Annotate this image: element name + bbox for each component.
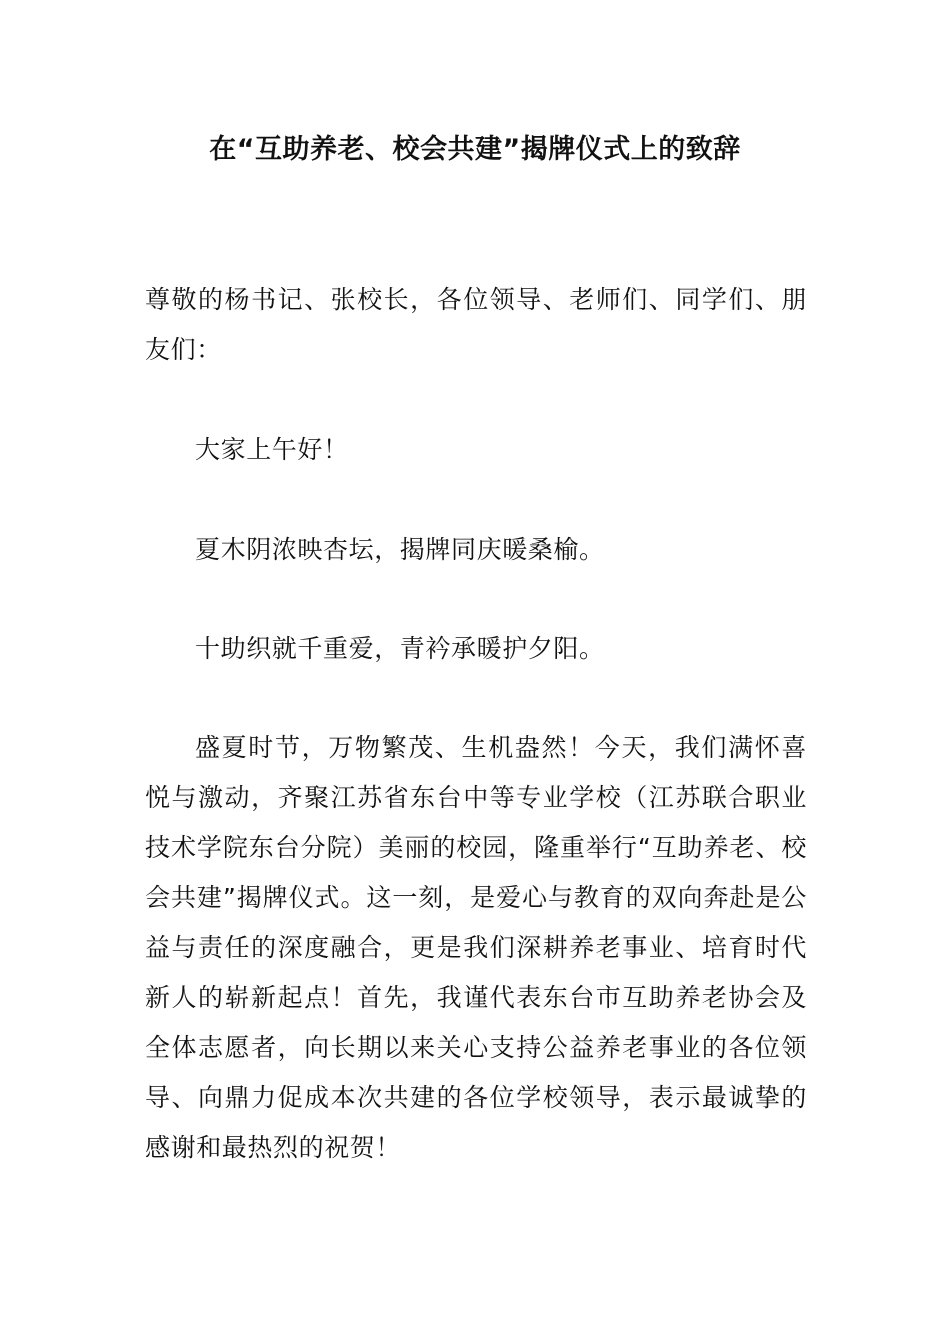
main-paragraph: 盛夏时节，万物繁茂、生机盎然！今天，我们满怀喜悦与激动，齐聚江苏省东台中等专业学校（江苏联合职业技术学院东台分院）美丽的校园，隆重举行“互助养老、校会共建”揭牌仪式。这一刻，是爱心与教育的双向奔赴是公益与责任的深度融合，更是我们深耕养老事业、培育时代新人的崭新起点！首先，我谨代表东台市互助养老协会及全体志愿者，向长期以来关心支持公益养老事业的各位领导、向鼎力促成本次共建的各位学校领导，表示最诚挚的感谢和最热烈的祝贺！ — [145, 733, 807, 1162]
greeting-paragraph: 大家上午好！ — [195, 435, 349, 464]
salutation-paragraph: 尊敬的杨书记、张校长，各位领导、老师们、同学们、朋友们： — [145, 285, 807, 364]
poem-line-2: 十助织就千重爱，青衿承暖护夕阳。 — [195, 634, 605, 663]
document-title: 在“互助养老、校会共建”揭牌仪式上的致辞 — [209, 134, 741, 165]
poem-line-1: 夏木阴浓映杏坛，揭牌同庆暖桑榆。 — [195, 535, 605, 564]
